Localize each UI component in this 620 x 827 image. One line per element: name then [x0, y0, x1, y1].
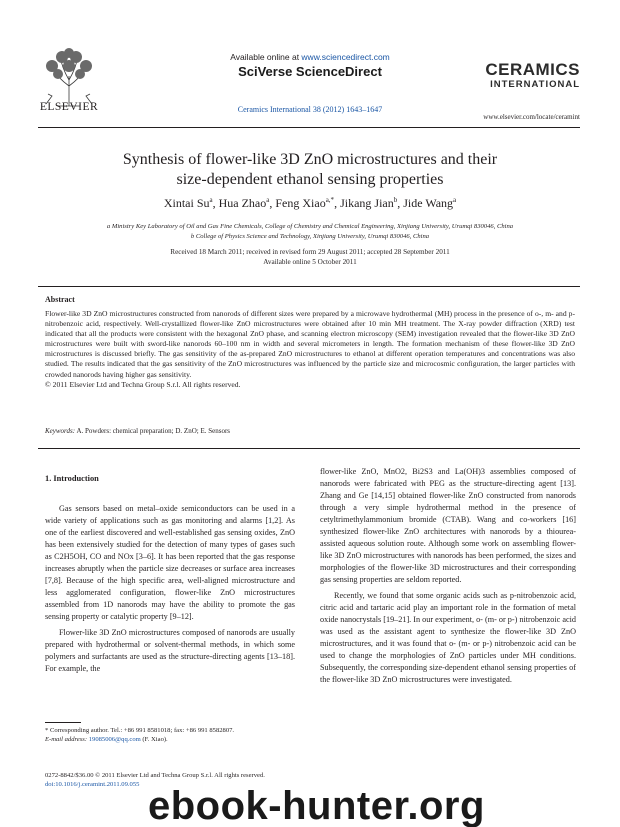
journal-reference[interactable]: Ceramics International 38 (2012) 1643–1647: [237, 105, 383, 114]
received-dates: Received 18 March 2011; received in revised form 29 August 2011; accepted 28 September 2011: [170, 248, 450, 256]
intro-paragraph-2: Flower-like 3D ZnO microstructures composed of nanorods are usually prepared with hydrothermal or solvent-thermal methods, in which some polymers and surfactants are used as the structure-directing agents [13–18]. For example, the: [45, 628, 295, 673]
intro-paragraph-3: flower-like ZnO, MnO2, Bi2S3 and La(OH)3 assemblies composed of nanorods were fabricated with PEG as the structure-directing agent [13]. Zhang and Ge [14,15] obtained flower-like ZnO constructed from nanorods through a very simple hydrothermal method in the presence of cetyltrimethylammonium bromide (CTAB). Wang and co-workers [16] synthesized flower-like ZnO architectures with nanorods by a thiourea-assisted aqueous solution route. Although some work on assembling flower-like 3D ZnO microstructures with nanorods has been performed, the sizes and morphologies of the flower-like 3D microstructures and their corresponding gas sensing properties are seldom reported.: [320, 467, 576, 584]
email-line: [45, 735, 305, 744]
title-line-2: size-dependent ethanol sensing properties: [176, 171, 444, 188]
journal-name-line1: CERAMICS: [485, 60, 580, 79]
journal-homepage-link[interactable]: www.elsevier.com/locate/ceramint: [483, 113, 580, 121]
keywords-label: Keywords:: [45, 427, 76, 435]
keywords-line: [45, 427, 575, 435]
introduction-heading: 1. Introduction: [45, 474, 99, 483]
right-column: [320, 466, 576, 690]
sciverse-heading: SciVerse ScienceDirect: [238, 64, 382, 79]
journal-name-line2: INTERNATIONAL: [490, 79, 580, 90]
available-prefix: Available online at: [230, 52, 302, 62]
watermark-text: ebook-hunter.org: [148, 784, 485, 827]
article-title: [60, 150, 560, 190]
corresponding-line: * Corresponding author. Tel.: +86 991 8581018; fax: +86 991 8582807.: [45, 727, 235, 734]
doi-link[interactable]: doi:10.1016/j.ceramint.2011.09.055: [45, 781, 140, 788]
email-suffix: (F. Xiao).: [140, 736, 168, 743]
left-column: [45, 473, 295, 679]
affiliations: [40, 222, 580, 241]
abstract-copyright: © 2011 Elsevier Ltd and Techna Group S.r.l. All rights reserved.: [45, 379, 241, 389]
online-date: Available online 5 October 2011: [263, 258, 357, 266]
abstract-heading: Abstract: [45, 295, 75, 304]
abstract-bottom-divider: [38, 448, 580, 449]
corresponding-author-footnote: [45, 726, 305, 744]
email-label: E-mail address:: [45, 736, 89, 743]
abstract-body: [45, 309, 575, 390]
elsevier-wordmark: ELSEVIER: [39, 101, 99, 113]
sciencedirect-link[interactable]: www.sciencedirect.com: [301, 52, 390, 62]
email-link[interactable]: 19085006@qq.com: [88, 736, 141, 743]
article-dates: [40, 247, 580, 267]
header-divider: [38, 127, 580, 128]
intro-paragraph-4: Recently, we found that some organic acids such as p-nitrobenzoic acid, citric acid and tartaric acid play an important role in the formation of metal oxide nanocrystals [19–21]. In our experiment, o- (m- or p-) nitrobenzoic acid was used as the assistant agent to synthesize the flower-like 3D ZnO microstructures, and it was found that o- (m- or p-) nitrobenzoic acid can be used to change the morphologies of ZnO particles under MH conditions. Subsequently, the corresponding size-dependent ethanol sensing properties of the flower-like 3D ZnO microstructures were investigated.: [320, 591, 576, 684]
issn-line: 0272-8842/$36.00 © 2011 Elsevier Ltd and Techna Group S.r.l. All rights reserved.: [45, 772, 265, 779]
footnote-rule: [45, 722, 81, 723]
affiliation-a: a Ministry Key Laboratory of Oil and Gas Fine Chemicals, College of Chemistry and Chemical Engineering, Xinjiang University, Urumqi 830046, China: [106, 223, 514, 230]
affiliation-b: b College of Physics Science and Technology, Xinjiang University, Urumqi 830046, China: [190, 232, 430, 240]
keywords-list: A. Powders: chemical preparation; D. ZnO; E. Sensors: [75, 427, 231, 435]
abstract-text: Flower-like 3D ZnO microstructures constructed from nanorods of different sizes were prepared by a microwave hydrothermal (MH) process in the presence of o-, m- and p-nitrobenzoic acid, respectively. Well-crystallized flower-like ZnO microstructures were obtained after 10 min MH treatment. The X-ray powder diffraction (XRD) test indicated that all the products were consistent with the hexagonal ZnO phase, and scanning electron microscopy (SEM) investigation revealed that the flower-like 3D ZnO microstructures were built with sword-like nanorods 60–100 nm in width and several micrometers in length. The formation mechanism of these flower-like 3D ZnO microstructures is discussed briefly. The gas sensitivity of the as-prepared ZnO microstructures to ethanol at different operation temperatures and concentrations was also studied. The results indicated that the gas sensitivity of the ZnO microstructures was influenced by the particle size and microcosmic configuration, the larger particles with crowded nanorods having higher gas sensitivity.: [45, 309, 575, 379]
abstract-top-divider: [38, 286, 580, 287]
title-line-1: Synthesis of flower-like 3D ZnO microstructures and their: [122, 151, 498, 168]
author-list: Xintai Su$^a$, Hua Zhao$^a$, Feng Xiao$^{a,*}$, Jikang Jian$^b$, Jide Wang$^a$: [163, 196, 457, 210]
intro-paragraph-1: Gas sensors based on metal–oxide semiconductors can be used in a wide variety of applications such as gas monitoring and alarms [1,2]. As one of the earliest discovered and well-established gas sensing oxides, ZnO has been extensively studied for the detection of many types of gases such as C2H5OH, CO and NOx [3–6]. It has been reported that the gas response increases abruptly when the particle size decreases or surface area increases [7,8]. Because of the high specific area, well-aligned microstructure and less agglomerated configuration, flower-like ZnO microstructures assembled from 1D nanorods may have the ability to promote the gas sensing property or catalytic property [9–12].: [45, 504, 295, 621]
